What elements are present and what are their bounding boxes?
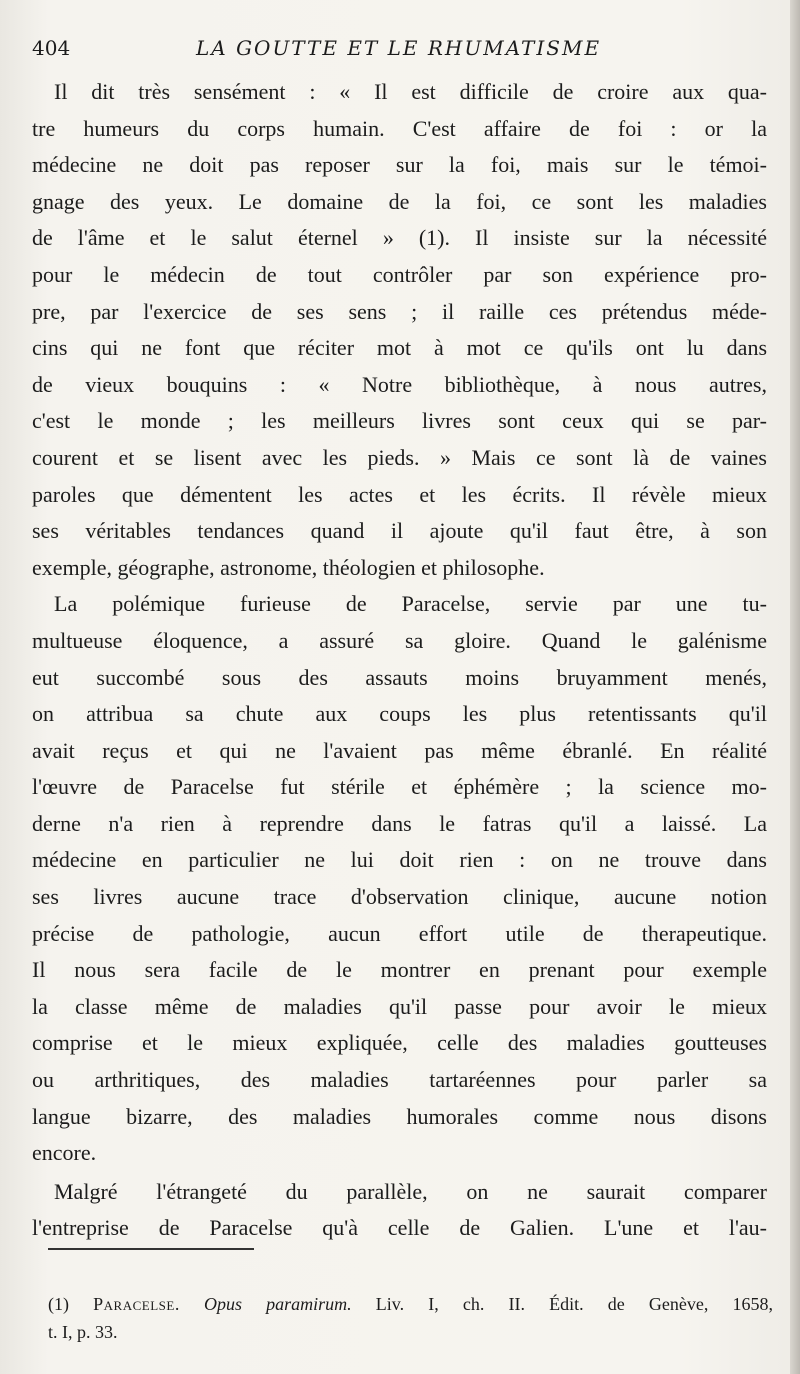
footnote-reference: Liv. I, ch. II. Édit. de Genève, 1658, <box>375 1294 773 1314</box>
text-line: encore. <box>32 1140 97 1166</box>
body-text <box>32 74 767 1247</box>
footnote-reference-continued: t. I, p. 33. <box>48 1322 118 1342</box>
footnote-line <box>48 1318 773 1346</box>
footnote-rule <box>48 1248 254 1250</box>
footnote-author: Paracelse. <box>93 1294 180 1314</box>
text-line: ses véritables tendances quand il ajoute qu'il faut être, à son <box>32 518 767 544</box>
page-edge-shadow <box>790 0 800 1374</box>
text-line: l'entreprise de Paracelse qu'à celle de Galien. L'une et l'au- <box>32 1215 767 1241</box>
text-line: Malgré l'étrangeté du parallèle, on ne saurait comparer <box>54 1178 767 1204</box>
text-line: de l'âme et le salut éternel » (1). Il insiste sur la nécessité <box>32 225 767 251</box>
text-line: multueuse éloquence, a assuré sa gloire. Quand le galénisme <box>32 627 767 653</box>
text-line: on attribua sa chute aux coups les plus retentissants qu'il <box>32 701 767 727</box>
text-line: ou arthritiques, des maladies tartaréennes pour parler sa <box>32 1067 767 1093</box>
text-line: Il nous sera facile de le montrer en prenant pour exemple <box>32 957 767 983</box>
footnote-line <box>48 1290 773 1318</box>
text-line: eut succombé sous des assauts moins bruyamment menés, <box>32 664 767 690</box>
text-line: la classe même de maladies qu'il passe pour avoir le mieux <box>32 993 767 1019</box>
text-line: exemple, géographe, astronome, théologien et philosophe. <box>32 554 545 580</box>
text-line: Il dit très sensément : « Il est difficile de croire aux qua- <box>54 79 767 104</box>
text-line: l'œuvre de Paracelse fut stérile et éphémère ; la science mo- <box>32 774 767 800</box>
text-line: pour le médecin de tout contrôler par son expérience pro- <box>32 261 767 287</box>
text-line: derne n'a rien à reprendre dans le fatras qu'il a laissé. La <box>32 810 767 836</box>
footnote-marker: (1) <box>48 1294 69 1314</box>
text-line: médecine en particulier ne lui doit rien : on ne trouve dans <box>32 847 767 873</box>
footnote-work: Opus paramirum. <box>203 1294 352 1314</box>
text-line: paroles que démentent les actes et les écrits. Il révèle mieux <box>32 481 767 507</box>
page-header <box>32 32 792 64</box>
footnote <box>48 1290 773 1346</box>
text-line: cins qui ne font que réciter mot à mot ce qu'ils ont lu dans <box>32 335 767 361</box>
text-line: comprise et le mieux expliquée, celle des maladies goutteuses <box>32 1030 767 1056</box>
text-line: La polémique furieuse de Paracelse, servie par une tu- <box>54 591 767 617</box>
text-line: pre, par l'exercice de ses sens ; il raille ces prétendus méde- <box>32 298 767 324</box>
text-line: courent et se lisent avec les pieds. » Mais ce sont là de vaines <box>32 444 767 470</box>
text-line: ses livres aucune trace d'observation clinique, aucune notion <box>32 884 767 910</box>
text-line: de vieux bouquins : « Notre bibliothèque, à nous autres, <box>32 371 767 397</box>
text-line: gnage des yeux. Le domaine de la foi, ce sont les maladies <box>32 188 767 214</box>
running-title: LA GOUTTE ET LE RHUMATISME <box>196 36 602 60</box>
text-line: c'est le monde ; les meilleurs livres sont ceux qui se par- <box>32 408 767 434</box>
text-line: médecine ne doit pas reposer sur la foi, mais sur le témoi- <box>32 152 767 178</box>
text-line: langue bizarre, des maladies humorales comme nous disons <box>32 1103 767 1129</box>
text-line: précise de pathologie, aucun effort utile de therapeutique. <box>32 920 767 946</box>
text-line: tre humeurs du corps humain. C'est affaire de foi : or la <box>32 115 767 141</box>
page-number: 404 <box>32 36 71 60</box>
text-line: avait reçus et qui ne l'avaient pas même ébranlé. En réalité <box>32 737 767 763</box>
